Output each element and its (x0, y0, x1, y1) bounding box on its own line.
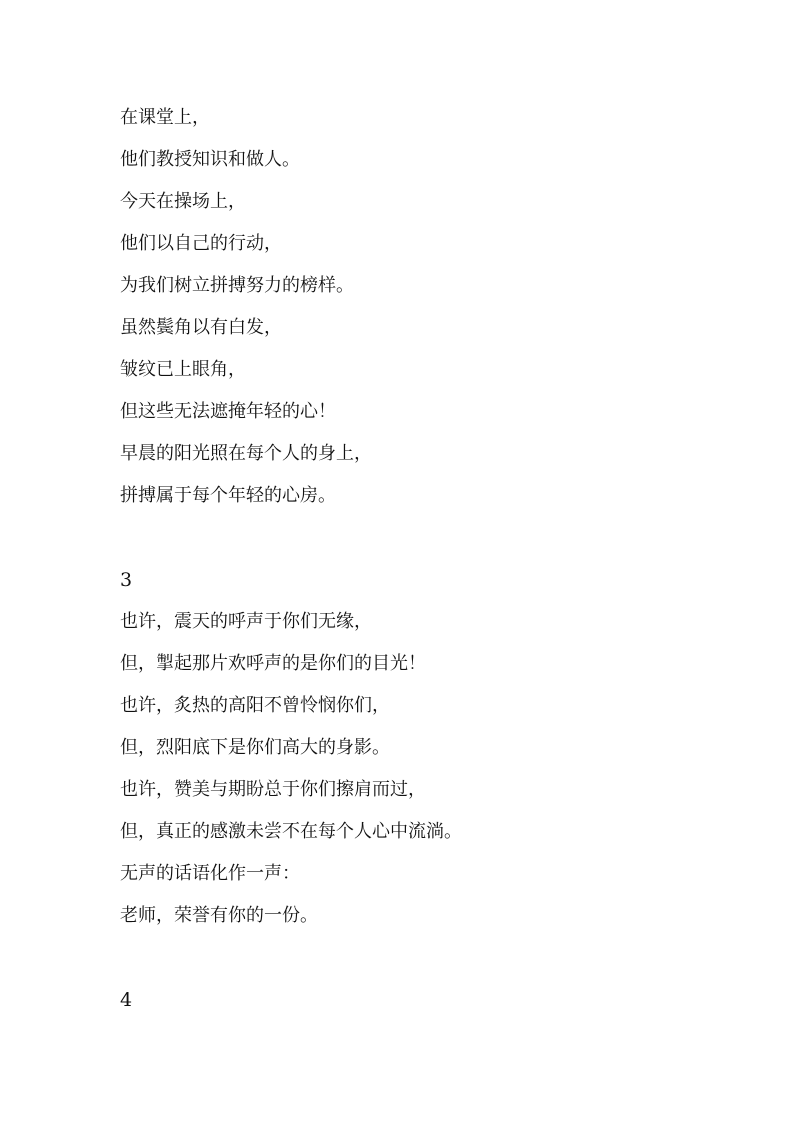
poem-line: 也许，赞美与期盼总于你们擦肩而过， (120, 779, 426, 800)
stanza-number: 4 (120, 989, 133, 1011)
stanza-3 (120, 562, 720, 940)
poem-line: 但，掣起那片欢呼声的是你们的目光！ (120, 653, 426, 674)
stanza-number: 3 (120, 569, 133, 591)
stanza-4 (120, 982, 720, 1024)
poem-line: 皱纹已上眼角， (120, 359, 246, 380)
poem-line: 他们教授知识和做人。 (120, 149, 300, 170)
poem-line: 为我们树立拼搏努力的榜样。 (120, 275, 354, 296)
poem-line: 虽然鬓角以有白发， (120, 317, 282, 338)
poem-line: 今天在操场上， (120, 191, 246, 212)
poem-line: 无声的话语化作一声： (120, 863, 300, 884)
poem-line: 但，真正的感激未尝不在每个人心中流淌。 (120, 821, 462, 842)
poem-line: 也许，震天的呼声于你们无缘， (120, 611, 372, 632)
poem-line: 拼搏属于每个年轻的心房。 (120, 485, 336, 506)
stanza-spacer (120, 520, 720, 562)
poem-line: 早晨的阳光照在每个人的身上， (120, 443, 372, 464)
stanza-a (120, 100, 720, 520)
poem-line: 老师，荣誉有你的一份。 (120, 905, 318, 926)
poem-body (120, 100, 720, 1024)
stanza-spacer (120, 940, 720, 982)
poem-line: 他们以自己的行动， (120, 233, 282, 254)
poem-line: 但这些无法遮掩年轻的心！ (120, 401, 336, 422)
poem-line: 但，烈阳底下是你们高大的身影。 (120, 737, 390, 758)
poem-line: 也许，炙热的高阳不曾怜悯你们， (120, 695, 390, 716)
poem-line: 在课堂上， (120, 107, 210, 128)
